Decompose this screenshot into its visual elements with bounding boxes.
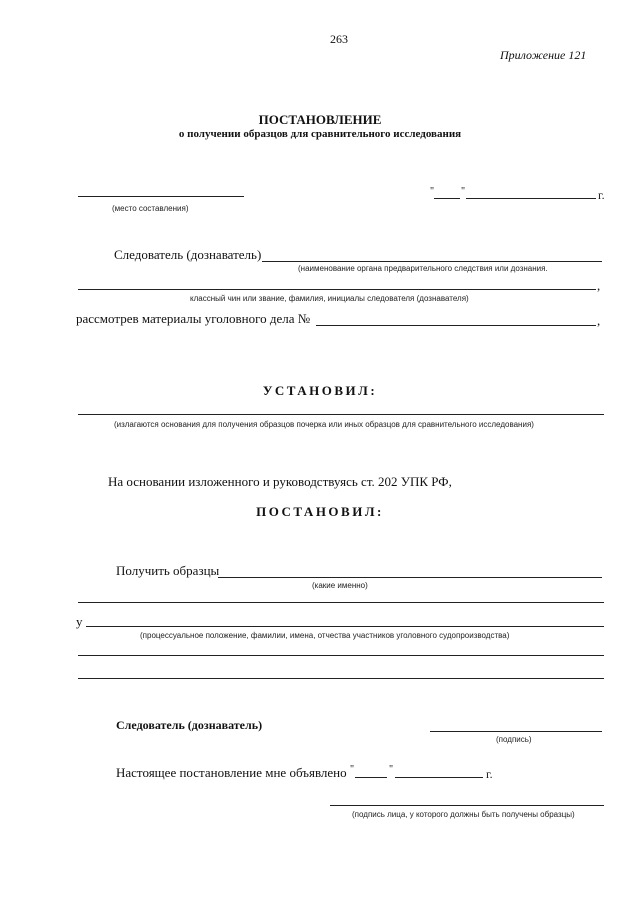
which-line <box>218 577 602 578</box>
announced-year-suffix: г. <box>486 767 493 781</box>
which-line-2 <box>78 602 604 603</box>
person-signature-caption: (подпись лица, у которого должны быть получены образцы) <box>352 810 575 819</box>
participants-line <box>86 626 604 627</box>
date-open-quote: " <box>430 186 435 197</box>
announced-open-quote: " <box>350 764 355 775</box>
considered-text: рассмотрев материалы уголовного дела № <box>76 311 311 326</box>
participants-caption: (процессуальное положение, фамилии, имена, отчества участников уголовного судопроизводства) <box>140 631 510 640</box>
appendix-label: Приложение 121 <box>500 48 587 62</box>
from-label: у <box>76 614 83 629</box>
person-signature-line <box>330 805 604 806</box>
rank-line <box>78 289 596 290</box>
rank-line-comma: , <box>597 278 601 293</box>
page-number: 263 <box>330 32 348 46</box>
announced-day-line <box>355 777 387 778</box>
established-heading: УСТАНОВИЛ: <box>262 383 378 398</box>
participants-line-3 <box>78 678 604 679</box>
grounds-caption: (излагаются основания для получения образцов почерка или иных образцов для сравнительного исследования) <box>114 420 534 429</box>
document-subtitle: о получении образцов для сравнительного исследования <box>178 128 462 140</box>
date-year-suffix: г. <box>598 188 605 202</box>
participants-line-2 <box>78 655 604 656</box>
document-title: ПОСТАНОВЛЕНИЕ <box>258 112 382 127</box>
case-number-line <box>316 325 596 326</box>
case-line-comma: , <box>597 313 601 328</box>
date-day-line <box>434 198 460 199</box>
organ-caption: (наименование органа предварительного следствия или дознания. <box>298 264 548 273</box>
decided-heading: ПОСТАНОВИЛ: <box>256 504 384 519</box>
announced-text: Настоящее постановление мне объявлено <box>116 765 347 780</box>
signature-line <box>430 731 602 732</box>
obtain-label: Получить образцы <box>116 563 220 578</box>
grounds-line <box>78 414 604 415</box>
date-month-line <box>466 198 596 199</box>
place-line <box>78 196 244 197</box>
place-caption: (место составления) <box>112 204 189 213</box>
which-caption: (какие именно) <box>312 581 368 590</box>
rank-caption: классный чин или звание, фамилия, инициалы следователя (дознавателя) <box>190 294 469 303</box>
signer-label: Следователь (дознаватель) <box>116 718 263 732</box>
announced-month-line <box>395 777 483 778</box>
signature-caption: (подпись) <box>496 735 532 744</box>
organ-line <box>262 261 602 262</box>
investigator-label: Следователь (дознаватель) <box>114 247 262 262</box>
date-close-quote: " <box>461 186 466 197</box>
announced-close-quote: " <box>389 764 394 775</box>
basis-text: На основании изложенного и руководствуясь ст. 202 УПК РФ, <box>108 474 452 489</box>
